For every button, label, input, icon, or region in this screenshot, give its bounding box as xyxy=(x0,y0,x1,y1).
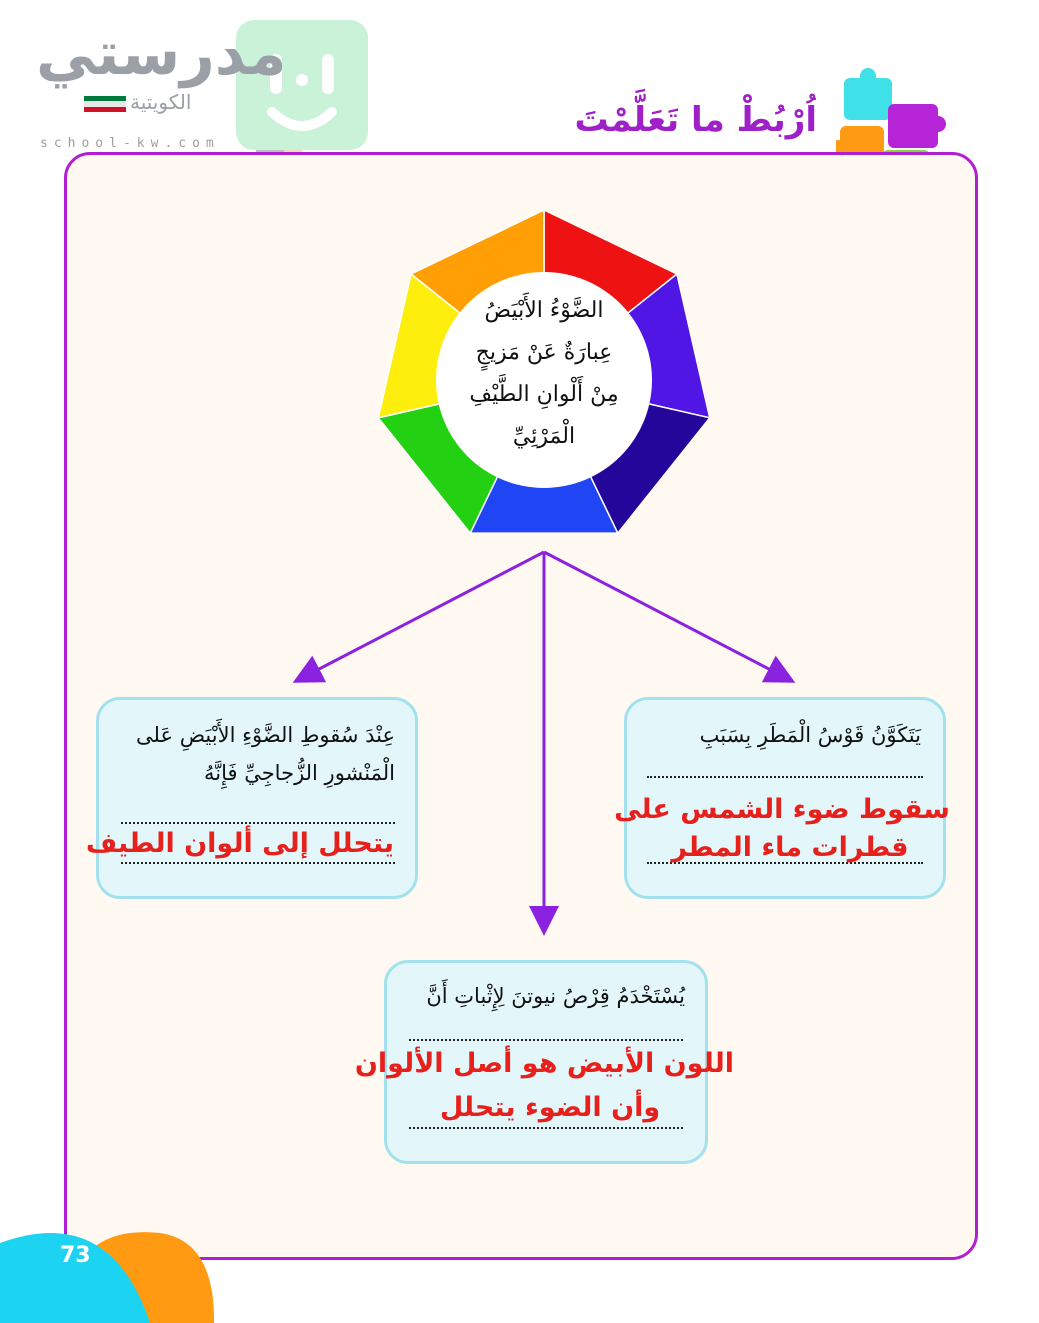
definition-line: عِبارَةٌ عَنْ مَزيجٍ xyxy=(475,340,613,365)
definition-line: الضَّوْءُ الأَبْيَضُ xyxy=(484,298,604,323)
rainbow-answer-line-2: قطرات ماء المطر xyxy=(671,832,909,863)
definition-line: مِنْ أَلْوانِ الطَّيْفِ xyxy=(469,382,619,407)
arrow-left xyxy=(298,552,544,680)
newton-question: يُسْتَخْدَمُ قِرْصُ نيوتنَ لِإِثْباتِ أَنَّ xyxy=(426,984,685,1008)
page-corner-decoration xyxy=(0,1213,240,1323)
prism-question-line: الْمَنْشورِ الزُّجاجِيِّ فَإِنَّهُ xyxy=(203,761,395,785)
prism-answer: يتحلل إلى ألوان الطيف xyxy=(85,828,394,859)
answer-line xyxy=(409,1039,683,1041)
logo-url: school-kw.com xyxy=(40,136,220,151)
section-title: اُرْبُطْ ما تَعَلَّمْتَ xyxy=(574,100,817,140)
newton-answer-line-2: وأن الضوء يتحلل xyxy=(439,1092,661,1123)
newton-answer-line-1: اللون الأبيض هو أصل الألوان xyxy=(354,1048,734,1079)
arrow-right xyxy=(544,552,790,680)
rainbow-question: يَتَكَوَّنُ قَوْسُ الْمَطَرِ بِسَبَبِ xyxy=(699,723,921,747)
prism-box xyxy=(85,697,418,899)
page-number: 73 xyxy=(60,1243,91,1268)
logo-subtitle: الكويتية xyxy=(130,90,192,114)
definition-line: الْمَرْئِيِّ xyxy=(512,424,576,449)
prism-question-line: عِنْدَ سُقوطِ الضَّوْءِ الأَبْيَضِ عَلى xyxy=(136,723,395,747)
answer-line xyxy=(647,776,923,778)
rainbow-answer-line-1: سقوط ضوء الشمس على xyxy=(614,794,950,825)
logo-name: مدرستي xyxy=(36,19,287,89)
